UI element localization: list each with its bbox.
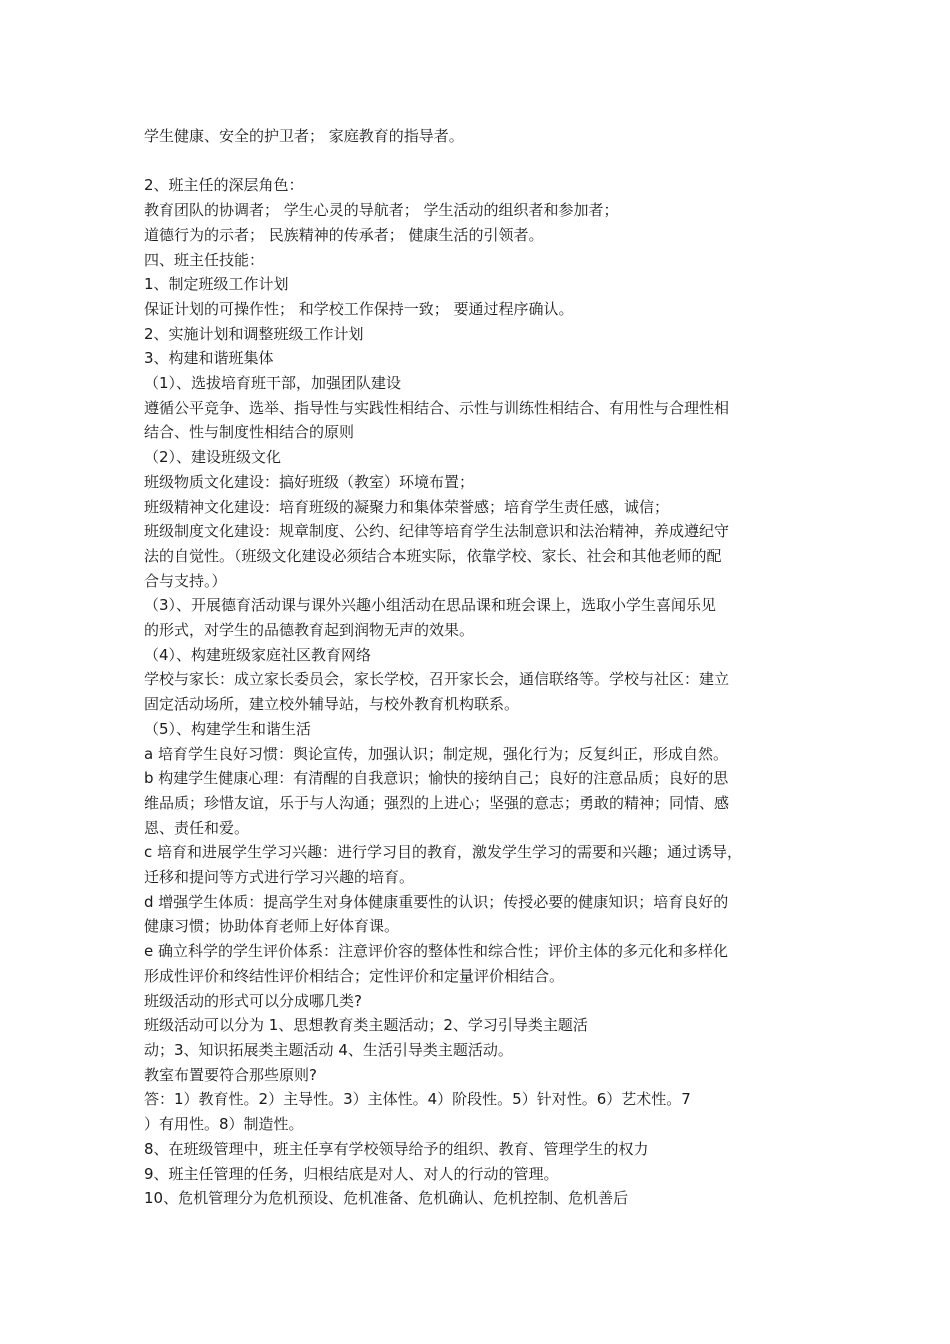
text-line: 结合、性与制度性相结合的原则 [144,423,355,442]
subsection-heading: 1、制定班级工作计划 [144,275,289,294]
item-heading: （2）、建设班级文化 [144,448,282,467]
text-line: ）有用性。8）制造性。 [144,1115,304,1134]
text-line: 班级精神文化建设：培育班级的凝聚力和集体荣誉感；培育学生责任感，诚信； [144,497,670,516]
text-line: 维品质；珍惜友谊，乐于与人沟通；强烈的上进心；坚强的意志；勇敢的精神；同情、感 [144,793,730,812]
item-heading: （1）、选拔培育班干部，加强团队建设 [144,374,402,393]
text-line: 学校与家长：成立家长委员会，家长学校，召开家长会，通信联络等。学校与社区：建立 [144,670,730,689]
text-line: 法的自觉性。（班级文化建设必须结合本班实际，依靠学校、家长、社会和其他老师的配 [144,546,722,565]
text-line: 健康习惯；协助体育老师上好体育课。 [144,917,400,936]
blank-line [144,149,816,174]
subsection-heading: 2、实施计划和调整班级工作计划 [144,324,364,343]
text-line: 遵循公平竞争、选举、指导性与实践性相结合、示性与训练性相结合、有用性与合理性相 [144,398,730,417]
text-line: c 培育和进展学生学习兴趣：进行学习目的教育，激发学生学习的需要和兴趣；通过诱导， [144,843,743,862]
text-line: 道德行为的示者； 民族精神的传承者； 健康生活的引领者。 [144,225,544,244]
text-line: 9、班主任管理的任务，归根结底是对人、对人的行动的管理。 [144,1164,559,1183]
text-line: 班级制度文化建设：规章制度、公约、纪律等培育学生法制意识和法治精神，养成遵纪守 [144,522,730,541]
text-line: 合与支持。） [144,571,227,590]
text-line: 学生健康、安全的护卫者； 家庭教育的指导者。 [144,127,464,145]
text-line: 动；3、知识拓展类主题活动 4、生活引导类主题活动。 [144,1041,513,1059]
question-line: 班级活动的形式可以分成哪几类? [144,991,362,1010]
subsection-heading: 3、构建和谐班集体 [144,349,274,368]
text-line: 10、危机管理分为危机预设、危机准备、危机确认、危机控制、危机善后 [144,1189,629,1208]
text-line: 班级活动可以分为 1、思想教育类主题活动；2、学习引导类主题活 [144,1016,588,1035]
text-line: 的形式，对学生的品德教育起到润物无声的效果。 [144,621,475,640]
text-line: a 培育学生良好习惯：舆论宣传，加强认识；制定规，强化行为；反复纠正，形成自然。 [144,744,728,763]
text-line: 8、在班级管理中，班主任享有学校领导给予的组织、教育、管理学生的权力 [144,1139,649,1158]
text-line: 恩、责任和爱。 [144,818,250,837]
item-heading: （4）、构建班级家庭社区教育网络 [144,645,372,664]
text-line: e 确立科学的学生评价体系：注意评价容的整体性和综合性；评价主体的多元化和多样化 [144,942,729,961]
text-line: 固定活动场所，建立校外辅导站，与校外教育机构联系。 [144,695,520,714]
text-line: 答：1）教育性。2）主导性。3）主体性。4）阶段性。5）针对性。6）艺术性。7 [144,1090,691,1109]
text-line: 班级物质文化建设：搞好班级（教室）环境布置； [144,472,475,491]
text-line: 形成性评价和终结性评价相结合；定性评价和定量评价相结合。 [144,966,565,985]
text-line: d 增强学生体质：提高学生对身体健康重要性的认识；传授必要的健康知识；培育良好的 [144,892,729,911]
section-heading: 四、班主任技能： [144,250,265,269]
document-body [144,124,816,1211]
item-heading: （3）、开展德育活动课与课外兴趣小组活动在思品课和班会课上，选取小学生喜闻乐见 [144,596,717,615]
item-heading: （5）、构建学生和谐生活 [144,719,312,738]
text-line: b 构建学生健康心理：有清醒的自我意识；愉快的接纳自己；良好的注意品质；良好的思 [144,769,729,788]
text-line: 迁移和提问等方式进行学习兴趣的培育。 [144,868,415,887]
question-line: 教室布置要符合那些原则? [144,1065,317,1084]
text-line: 保证计划的可操作性； 和学校工作保持一致； 要通过程序确认。 [144,299,574,318]
text-line: 教育团队的协调者； 学生心灵的导航者； 学生活动的组织者和参加者； [144,201,619,220]
section-heading: 2、班主任的深层角色： [144,176,304,195]
